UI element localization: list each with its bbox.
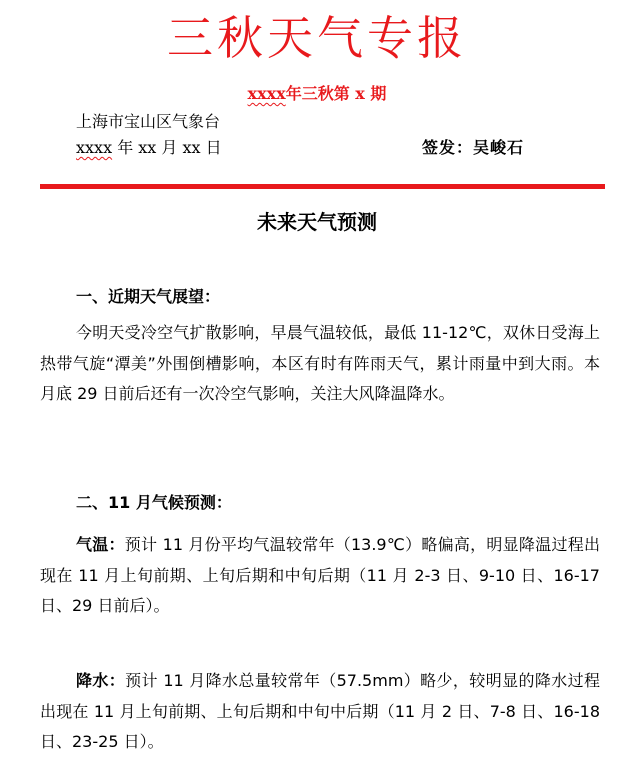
issue-text: 年三秋第 bbox=[285, 84, 350, 103]
precipitation-lead: 降水： bbox=[76, 671, 126, 690]
date-rest: 年 xx 月 xx 日 bbox=[117, 138, 222, 157]
temperature-body: 预计 11 月份平均气温较常年（13.9℃）略偏高，明显降温过程出现在 11 月上旬前期、上旬后期和中旬后期（11 月 2-3 日、9-10 日、16-17 日、29 日前后）。 bbox=[40, 535, 600, 615]
forecast-heading: 未来天气预测 bbox=[257, 210, 377, 234]
signer-name: 吴峻石 bbox=[473, 138, 525, 157]
section-outlook-title: 一、近期天气展望： bbox=[76, 287, 221, 306]
issue-suffix: 期 bbox=[370, 84, 387, 103]
precipitation-paragraph bbox=[40, 666, 600, 758]
red-divider bbox=[40, 184, 605, 189]
issue-line bbox=[0, 82, 634, 106]
date-year: xxxx bbox=[76, 138, 113, 157]
signer bbox=[422, 136, 524, 160]
section-outlook-body: 今明天受冷空气扩散影响，早晨气温较低，最低 11-12℃，双休日受海上热带气旋“潭美”外围倒槽影响，本区有时有阵雨天气，累计雨量中到大雨。本月底 29 日前后还有一次冷空气影响，关注大风降温降水。 bbox=[40, 323, 600, 403]
issue-date bbox=[76, 136, 222, 160]
report-title: 三秋天气专报 bbox=[167, 11, 467, 65]
temperature-paragraph bbox=[40, 530, 600, 622]
issue-year: xxxx bbox=[247, 84, 286, 103]
issue-number: x bbox=[355, 84, 365, 103]
section-climate-title: 二、11 月气候预测： bbox=[76, 493, 232, 512]
precipitation-body: 预计 11 月降水总量较常年（57.5mm）略少，较明显的降水过程出现在 11 月上旬前期、上旬后期和中旬中后期（11 月 2 日、7-8 日、16-18 日、23-25 日）。 bbox=[40, 671, 600, 751]
temperature-lead: 气温： bbox=[76, 535, 125, 554]
issuing-office: 上海市宝山区气象台 bbox=[76, 112, 221, 131]
signer-label: 签发： bbox=[422, 138, 474, 157]
